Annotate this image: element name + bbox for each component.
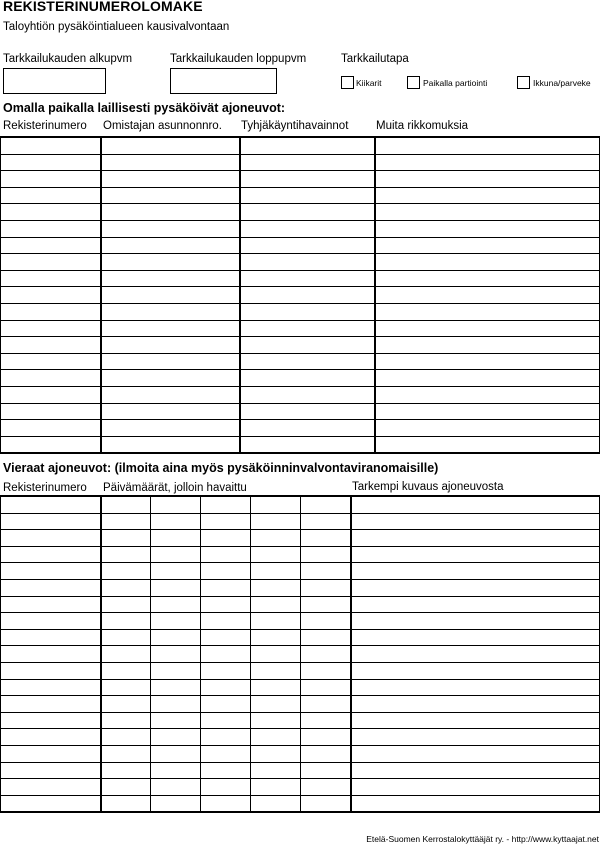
table-cell[interactable] xyxy=(151,779,201,796)
table-cell[interactable] xyxy=(375,171,600,188)
table-row xyxy=(1,662,600,679)
method-label: Tarkkailutapa xyxy=(341,53,409,65)
table-cell[interactable] xyxy=(201,679,251,696)
table-cell[interactable] xyxy=(101,779,151,796)
table-cell[interactable] xyxy=(151,546,201,563)
table-row xyxy=(1,254,600,271)
table-cell[interactable] xyxy=(240,386,375,403)
table-cell[interactable] xyxy=(251,613,301,630)
table-cell[interactable] xyxy=(301,729,351,746)
table-cell[interactable] xyxy=(1,646,101,663)
table-cell[interactable] xyxy=(1,303,101,320)
table-cell[interactable] xyxy=(101,420,240,437)
table-cell[interactable] xyxy=(1,513,101,530)
form-subtitle: Taloyhtiön pysäköintialueen kausivalvontaan xyxy=(3,21,230,33)
table-cell[interactable] xyxy=(1,496,101,513)
checkbox-window[interactable] xyxy=(517,76,530,89)
table-cell[interactable] xyxy=(1,662,101,679)
table-row xyxy=(1,303,600,320)
table-cell[interactable] xyxy=(201,530,251,547)
table-cell[interactable] xyxy=(1,220,101,237)
table-cell[interactable] xyxy=(375,436,600,453)
table-cell[interactable] xyxy=(375,370,600,387)
table-cell[interactable] xyxy=(351,563,600,580)
table-cell[interactable] xyxy=(201,696,251,713)
end-date-label: Tarkkailukauden loppupvm xyxy=(170,53,307,65)
table-cell[interactable] xyxy=(240,187,375,204)
table-cell[interactable] xyxy=(1,779,101,796)
table-cell[interactable] xyxy=(1,696,101,713)
table-cell[interactable] xyxy=(1,171,101,188)
table-cell[interactable] xyxy=(301,779,351,796)
table-cell[interactable] xyxy=(1,579,101,596)
checkbox-binoculars-label: Kiikarit xyxy=(356,78,382,88)
table-row xyxy=(1,696,600,713)
section2-heading: Vieraat ajoneuvot: (ilmoita aina myös pysäköinninvalvontaviranomaisille) xyxy=(3,461,439,475)
table-cell[interactable] xyxy=(375,420,600,437)
table-row xyxy=(1,613,600,630)
table-cell[interactable] xyxy=(101,171,240,188)
table-row xyxy=(1,496,600,513)
table-row xyxy=(1,370,600,387)
table-cell[interactable] xyxy=(240,420,375,437)
guest-vehicles-table xyxy=(0,495,600,813)
table-cell[interactable] xyxy=(1,530,101,547)
table-cell[interactable] xyxy=(101,353,240,370)
table-cell[interactable] xyxy=(101,563,151,580)
table-row xyxy=(1,679,600,696)
table-cell[interactable] xyxy=(1,287,101,304)
table-cell[interactable] xyxy=(101,204,240,221)
table-cell[interactable] xyxy=(151,629,201,646)
table-cell[interactable] xyxy=(251,563,301,580)
table-cell[interactable] xyxy=(240,137,375,154)
table-cell[interactable] xyxy=(1,403,101,420)
table-row xyxy=(1,712,600,729)
form-title: REKISTERINUMEROLOMAKE xyxy=(3,0,203,14)
table-row xyxy=(1,353,600,370)
table-cell[interactable] xyxy=(101,629,151,646)
table-cell[interactable] xyxy=(351,712,600,729)
table-row xyxy=(1,220,600,237)
table-cell[interactable] xyxy=(301,745,351,762)
table-cell[interactable] xyxy=(351,629,600,646)
table-cell[interactable] xyxy=(1,154,101,171)
table-cell[interactable] xyxy=(1,270,101,287)
table-cell[interactable] xyxy=(351,762,600,779)
table-cell[interactable] xyxy=(240,320,375,337)
table-cell[interactable] xyxy=(101,646,151,663)
table-cell[interactable] xyxy=(240,171,375,188)
table-row xyxy=(1,403,600,420)
table-cell[interactable] xyxy=(375,303,600,320)
col-header-description: Tarkempi kuvaus ajoneuvosta xyxy=(352,481,504,493)
table-cell[interactable] xyxy=(101,287,240,304)
table-cell[interactable] xyxy=(1,613,101,630)
table-cell[interactable] xyxy=(301,563,351,580)
table-cell[interactable] xyxy=(101,579,151,596)
table-cell[interactable] xyxy=(251,696,301,713)
table-cell[interactable] xyxy=(101,270,240,287)
table-cell[interactable] xyxy=(151,795,201,812)
table-cell[interactable] xyxy=(101,729,151,746)
table-cell[interactable] xyxy=(251,579,301,596)
table-cell[interactable] xyxy=(101,386,240,403)
table-cell[interactable] xyxy=(351,779,600,796)
table-cell[interactable] xyxy=(101,254,240,271)
table-cell[interactable] xyxy=(1,679,101,696)
table-cell[interactable] xyxy=(151,530,201,547)
col-header-reg2: Rekisterinumero xyxy=(3,482,87,494)
table-cell[interactable] xyxy=(201,795,251,812)
table-cell[interactable] xyxy=(375,403,600,420)
table-cell[interactable] xyxy=(375,353,600,370)
table-row xyxy=(1,204,600,221)
table-cell[interactable] xyxy=(151,563,201,580)
table-cell[interactable] xyxy=(101,403,240,420)
table-cell[interactable] xyxy=(301,613,351,630)
col-header-reg: Rekisterinumero xyxy=(3,120,87,132)
table-cell[interactable] xyxy=(1,629,101,646)
table-cell[interactable] xyxy=(240,270,375,287)
table-cell[interactable] xyxy=(375,137,600,154)
table-cell[interactable] xyxy=(351,530,600,547)
table-cell[interactable] xyxy=(251,596,301,613)
table-cell[interactable] xyxy=(201,712,251,729)
table-row xyxy=(1,546,600,563)
table-cell[interactable] xyxy=(375,254,600,271)
table-cell[interactable] xyxy=(301,795,351,812)
table-cell[interactable] xyxy=(251,546,301,563)
table-cell[interactable] xyxy=(251,795,301,812)
table-cell[interactable] xyxy=(375,237,600,254)
table-cell[interactable] xyxy=(240,154,375,171)
table-cell[interactable] xyxy=(251,662,301,679)
table-row xyxy=(1,436,600,453)
table-cell[interactable] xyxy=(375,320,600,337)
table-cell[interactable] xyxy=(301,646,351,663)
table-cell[interactable] xyxy=(1,204,101,221)
table-cell[interactable] xyxy=(375,187,600,204)
table-cell[interactable] xyxy=(1,337,101,354)
table-cell[interactable] xyxy=(201,579,251,596)
table-cell[interactable] xyxy=(351,662,600,679)
table-cell[interactable] xyxy=(151,729,201,746)
table-row xyxy=(1,171,600,188)
table-cell[interactable] xyxy=(301,696,351,713)
table-cell[interactable] xyxy=(251,629,301,646)
table-cell[interactable] xyxy=(151,496,201,513)
table-cell[interactable] xyxy=(201,513,251,530)
table-cell[interactable] xyxy=(1,762,101,779)
table-cell[interactable] xyxy=(1,729,101,746)
footer-credit: Etelä-Suomen Kerrostalokyttääjät ry. - http://www.kyttaajat.net xyxy=(366,834,599,844)
table-row xyxy=(1,795,600,812)
table-cell[interactable] xyxy=(151,712,201,729)
table-cell[interactable] xyxy=(101,370,240,387)
table-row xyxy=(1,337,600,354)
table-row xyxy=(1,320,600,337)
table-cell[interactable] xyxy=(351,795,600,812)
table-cell[interactable] xyxy=(240,403,375,420)
table-cell[interactable] xyxy=(301,629,351,646)
col-header-violations: Muita rikkomuksia xyxy=(376,120,469,132)
table-cell[interactable] xyxy=(1,370,101,387)
table-cell[interactable] xyxy=(375,204,600,221)
table-cell[interactable] xyxy=(201,646,251,663)
table-cell[interactable] xyxy=(101,237,240,254)
table-cell[interactable] xyxy=(240,436,375,453)
end-date-field[interactable] xyxy=(170,68,277,94)
table-cell[interactable] xyxy=(101,596,151,613)
table-cell[interactable] xyxy=(1,563,101,580)
table-row xyxy=(1,513,600,530)
table-row xyxy=(1,563,600,580)
table-cell[interactable] xyxy=(101,320,240,337)
table-cell[interactable] xyxy=(101,662,151,679)
table-cell[interactable] xyxy=(101,530,151,547)
table-cell[interactable] xyxy=(240,220,375,237)
table-cell[interactable] xyxy=(151,513,201,530)
table-cell[interactable] xyxy=(351,513,600,530)
table-cell[interactable] xyxy=(101,745,151,762)
table-cell[interactable] xyxy=(351,496,600,513)
table-cell[interactable] xyxy=(201,745,251,762)
table-cell[interactable] xyxy=(1,187,101,204)
table-cell[interactable] xyxy=(101,795,151,812)
table-cell[interactable] xyxy=(201,546,251,563)
col-header-apartment: Omistajan asunnonnro. xyxy=(103,120,222,132)
table-cell[interactable] xyxy=(151,696,201,713)
table-cell[interactable] xyxy=(301,596,351,613)
table-cell[interactable] xyxy=(375,270,600,287)
table-cell[interactable] xyxy=(351,729,600,746)
table-cell[interactable] xyxy=(201,563,251,580)
table-cell[interactable] xyxy=(151,596,201,613)
table-row xyxy=(1,187,600,204)
start-date-label: Tarkkailukauden alkupvm xyxy=(3,53,133,65)
table-cell[interactable] xyxy=(251,679,301,696)
table-cell[interactable] xyxy=(1,712,101,729)
table-cell[interactable] xyxy=(151,745,201,762)
table-cell[interactable] xyxy=(1,436,101,453)
table-cell[interactable] xyxy=(1,420,101,437)
checkbox-binoculars[interactable] xyxy=(341,76,354,89)
col-header-idling: Tyhjäkäyntihavainnot xyxy=(241,120,349,132)
table-cell[interactable] xyxy=(101,762,151,779)
table-cell[interactable] xyxy=(1,254,101,271)
table-cell[interactable] xyxy=(201,496,251,513)
table-cell[interactable] xyxy=(301,662,351,679)
table-cell[interactable] xyxy=(201,596,251,613)
table-cell[interactable] xyxy=(101,436,240,453)
table-cell[interactable] xyxy=(351,579,600,596)
table-cell[interactable] xyxy=(151,613,201,630)
checkbox-patrol[interactable] xyxy=(407,76,420,89)
table-cell[interactable] xyxy=(240,353,375,370)
table-cell[interactable] xyxy=(101,513,151,530)
table-cell[interactable] xyxy=(101,496,151,513)
table-cell[interactable] xyxy=(351,696,600,713)
table-cell[interactable] xyxy=(201,779,251,796)
section1-heading: Omalla paikalla laillisesti pysäköivät ajoneuvot: xyxy=(3,101,286,115)
table-cell[interactable] xyxy=(301,712,351,729)
table-cell[interactable] xyxy=(101,613,151,630)
table-cell[interactable] xyxy=(301,546,351,563)
table-cell[interactable] xyxy=(375,337,600,354)
table-cell[interactable] xyxy=(1,137,101,154)
table-cell[interactable] xyxy=(1,795,101,812)
table-cell[interactable] xyxy=(240,287,375,304)
table-cell[interactable] xyxy=(301,679,351,696)
table-cell[interactable] xyxy=(1,237,101,254)
table-row xyxy=(1,386,600,403)
table-cell[interactable] xyxy=(1,320,101,337)
table-cell[interactable] xyxy=(101,712,151,729)
table-cell[interactable] xyxy=(375,287,600,304)
table-cell[interactable] xyxy=(375,154,600,171)
table-cell[interactable] xyxy=(201,629,251,646)
table-cell[interactable] xyxy=(151,579,201,596)
table-cell[interactable] xyxy=(101,337,240,354)
table-row xyxy=(1,154,600,171)
table-row xyxy=(1,745,600,762)
table-cell[interactable] xyxy=(101,679,151,696)
table-cell[interactable] xyxy=(251,646,301,663)
table-row xyxy=(1,420,600,437)
table-cell[interactable] xyxy=(240,237,375,254)
table-cell[interactable] xyxy=(251,745,301,762)
table-cell[interactable] xyxy=(101,546,151,563)
table-cell[interactable] xyxy=(151,679,201,696)
table-row xyxy=(1,287,600,304)
table-cell[interactable] xyxy=(351,596,600,613)
table-cell[interactable] xyxy=(151,662,201,679)
table-row xyxy=(1,237,600,254)
table-cell[interactable] xyxy=(251,779,301,796)
table-row xyxy=(1,729,600,746)
col-header-dates: Päivämäärät, jolloin havaittu xyxy=(103,482,247,494)
table-cell[interactable] xyxy=(201,729,251,746)
table-cell[interactable] xyxy=(1,386,101,403)
table-row xyxy=(1,629,600,646)
table-cell[interactable] xyxy=(201,662,251,679)
table-row xyxy=(1,646,600,663)
table-row xyxy=(1,530,600,547)
table-cell[interactable] xyxy=(101,220,240,237)
table-cell[interactable] xyxy=(1,745,101,762)
table-cell[interactable] xyxy=(1,353,101,370)
table-cell[interactable] xyxy=(240,370,375,387)
table-cell[interactable] xyxy=(151,762,201,779)
table-cell[interactable] xyxy=(351,546,600,563)
table-row xyxy=(1,762,600,779)
table-cell[interactable] xyxy=(240,254,375,271)
table-cell[interactable] xyxy=(251,530,301,547)
table-cell[interactable] xyxy=(240,303,375,320)
table-row xyxy=(1,579,600,596)
table-cell[interactable] xyxy=(351,745,600,762)
table-cell[interactable] xyxy=(301,530,351,547)
table-cell[interactable] xyxy=(251,513,301,530)
table-cell[interactable] xyxy=(101,303,240,320)
checkbox-patrol-label: Paikalla partiointi xyxy=(423,78,488,88)
table-cell[interactable] xyxy=(101,154,240,171)
table-row xyxy=(1,779,600,796)
table-cell[interactable] xyxy=(251,496,301,513)
table-cell[interactable] xyxy=(240,204,375,221)
table-cell[interactable] xyxy=(375,220,600,237)
table-cell[interactable] xyxy=(101,137,240,154)
table-cell[interactable] xyxy=(375,386,600,403)
table-cell[interactable] xyxy=(301,513,351,530)
table-cell[interactable] xyxy=(1,596,101,613)
table-cell[interactable] xyxy=(1,546,101,563)
table-cell[interactable] xyxy=(251,712,301,729)
table-row xyxy=(1,137,600,154)
own-vehicles-table xyxy=(0,136,600,454)
table-cell[interactable] xyxy=(151,646,201,663)
table-cell[interactable] xyxy=(201,762,251,779)
table-cell[interactable] xyxy=(301,579,351,596)
table-cell[interactable] xyxy=(301,762,351,779)
table-cell[interactable] xyxy=(101,696,151,713)
table-row xyxy=(1,596,600,613)
table-cell[interactable] xyxy=(240,337,375,354)
table-cell[interactable] xyxy=(351,613,600,630)
table-cell[interactable] xyxy=(201,613,251,630)
table-cell[interactable] xyxy=(351,679,600,696)
table-cell[interactable] xyxy=(301,496,351,513)
table-row xyxy=(1,270,600,287)
table-cell[interactable] xyxy=(251,729,301,746)
table-cell[interactable] xyxy=(251,762,301,779)
table-cell[interactable] xyxy=(101,187,240,204)
checkbox-window-label: Ikkuna/parveke xyxy=(533,78,591,88)
start-date-field[interactable] xyxy=(3,68,106,94)
table-cell[interactable] xyxy=(351,646,600,663)
